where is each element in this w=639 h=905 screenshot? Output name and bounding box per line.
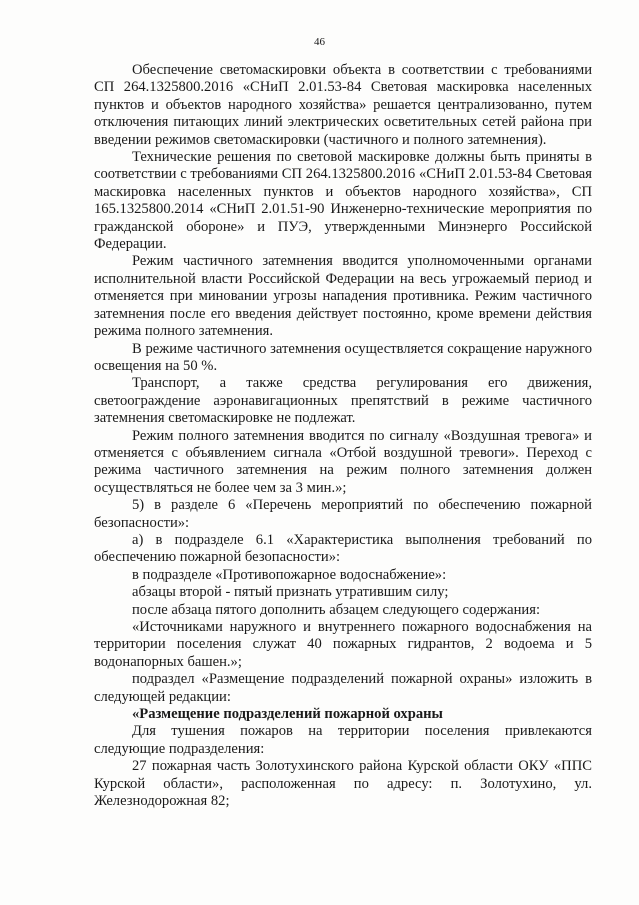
paragraph-water-supply-subsection: в подразделе «Противопожарное водоснабжение»: [132, 566, 447, 583]
heading-fire-units-placement: «Размещение подразделений пожарной охраны [132, 706, 443, 723]
paragraph-partial-blackout-mode: Режим частичного затемнения вводится уполномоченными органами исполнительной власти Российской Федерации на весь угрожаемый период и отменяется при миновании угрозы нападения противника. Режим частичного затемнения после его введения действует постоянно, кроме времени действия режима полного затемнения. [94, 253, 592, 340]
paragraph-transport-exemption: Транспорт, а также средства регулирования его движения, светоограждение аэронавигационных препятствий в режиме частичного затемнения светомаскировке не подлежат. [94, 375, 592, 427]
paragraph-blackout-provision: Обеспечение светомаскировки объекта в соответствии с требованиями СП 264.1325800.2016 «СНиП 2.01.53-84 Световая маскировка населенных пунктов и объектов народного хозяйства» решается централизованно, путем отключения питающих линий электрических осветительных сетей района при введении режимов светомаскировки (частичного и полного затемнения). [94, 62, 592, 148]
paragraph-fire-units-subsection: подраздел «Размещение подразделений пожарной охраны» изложить в следующей редакции: [94, 671, 592, 705]
paragraph-fire-station-27: 27 пожарная часть Золотухинского района Курской области ОКУ «ППС Курской области», расположенная по адресу: п. Золотухино, ул. Железнодорожная 82; [94, 758, 592, 810]
paragraph-firefighting-units: Для тушения пожаров на территории поселения привлекаются следующие подразделения: [94, 723, 592, 757]
document-body [94, 62, 592, 810]
paragraph-full-blackout-mode: Режим полного затемнения вводится по сигналу «Воздушная тревога» и отменяется с объявлением сигнала «Отбой воздушной тревоги». Переход с режима частичного затемнения на режим полного затемнения должен осуществляться не более чем за 3 мин.»; [94, 427, 592, 496]
paragraph-section-6: 5) в разделе 6 «Перечень мероприятий по обеспечению пожарной безопасности»: [94, 497, 592, 531]
page-number: 46 [314, 36, 325, 48]
paragraph-repealed-clauses: абзацы второй - пятый признать утратившим силу; [132, 584, 449, 601]
paragraph-technical-solutions: Технические решения по световой маскировке должны быть приняты в соответствии с требованиями СП 264.1325800.2016 «СНиП 2.01.53-84 Световая маскировка населенных пунктов и объектов народного хозяйства», СП 165.1325800.2014 «СНиП 2.01.51-90 Инженерно-технические мероприятия по гражданской обороне» и ПУЭ, утвержденными Минэнерго Российской Федерации. [94, 149, 592, 253]
paragraph-lighting-reduction: В режиме частичного затемнения осуществляется сокращение наружного освещения на 50 %. [94, 340, 592, 374]
paragraph-subsection-6-1: а) в подразделе 6.1 «Характеристика выполнения требований по обеспечению пожарной безопасности»: [94, 531, 592, 566]
paragraph-add-clause: после абзаца пятого дополнить абзацем следующего содержания: [132, 601, 540, 618]
paragraph-water-sources: «Источниками наружного и внутреннего пожарного водоснабжения на территории поселения служат 40 пожарных гидрантов, 2 водоема и 5 водонапорных башен.»; [94, 619, 592, 670]
